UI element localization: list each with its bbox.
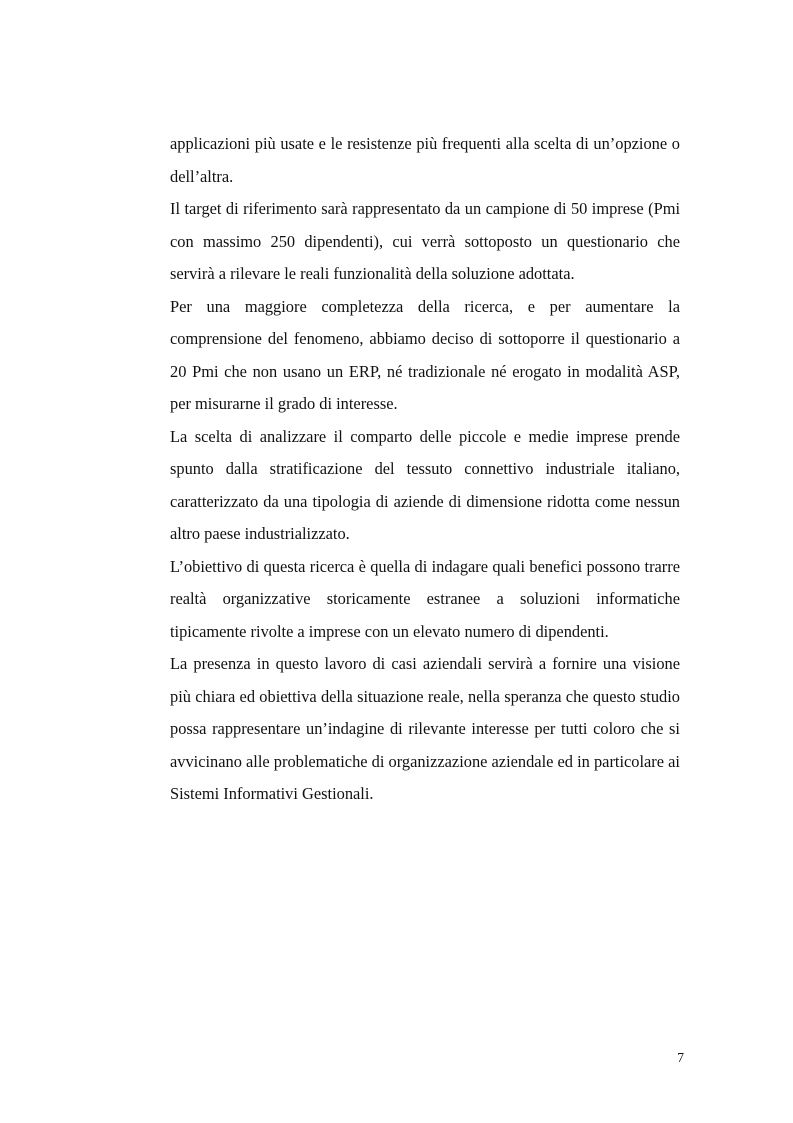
- body-text: [170, 128, 680, 811]
- paragraph-continuation: applicazioni più usate e le resistenze più frequenti alla scelta di un’opzione o dell’altra.: [170, 134, 680, 186]
- paragraph-completeness: Per una maggiore completezza della ricerca, e per aumentare la comprensione del fenomeno, abbiamo deciso di sottoporre il questionario a 20 Pmi che non usano un ERP, né tradizionale né erogato in modalità ASP, per misurarne il grado di interesse.: [170, 296, 680, 413]
- paragraph-objective: L’obiettivo di questa ricerca è quella di indagare quali benefici possono trarre realtà organizzative storicamente estranee a soluzioni informatiche tipicamente rivolte a imprese con un elevato numero di dipendenti.: [170, 556, 680, 641]
- paragraph-target: Il target di riferimento sarà rappresentato da un campione di 50 imprese (Pmi con massimo 250 dipendenti), cui verrà sottoposto un questionario che servirà a rilevare le reali funzionalità della soluzione adottata.: [170, 199, 680, 283]
- page-number: 7: [677, 1050, 684, 1065]
- paragraph-case-studies: La presenza in questo lavoro di casi aziendali servirà a fornire una visione più chiara ed obiettiva della situazione reale, nella speranza che questo studio possa rappresentare un’indagine di rilevante interesse per tutti coloro che si avvicinano alle problematiche di organizzazione aziendale ed in particolare ai Sistemi Informativi Gestionali.: [170, 654, 680, 803]
- paragraph-sme-choice: La scelta di analizzare il comparto delle piccole e medie imprese prende spunto dalla stratificazione del tessuto connettivo industriale italiano, caratterizzato da una tipologia di aziende di dimensione ridotta come nessun altro paese industrializzato.: [170, 426, 680, 543]
